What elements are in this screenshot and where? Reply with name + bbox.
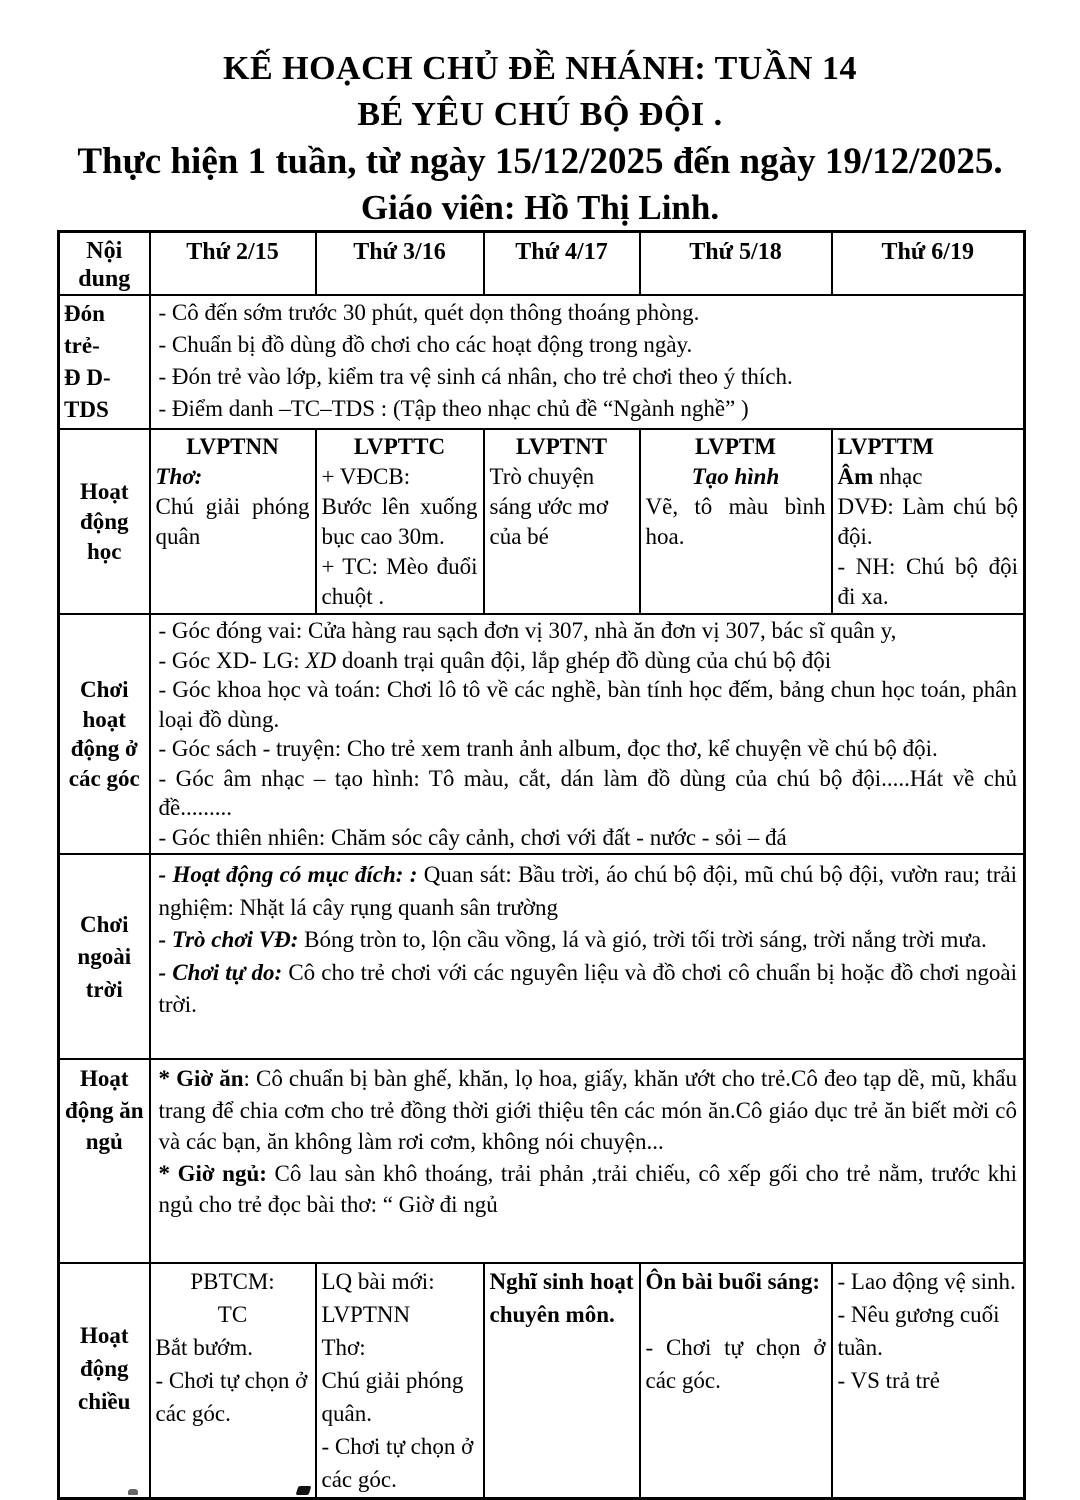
row-label-hoat-dong-chieu: Hoạt động chiều (59, 1263, 150, 1499)
cell-chieu-mon (150, 1263, 316, 1499)
goc-item: - Góc XD- LG: XD doanh trại quân đội, lắp ghép đồ dùng của chú bộ đội (158, 647, 832, 673)
lesson-line: DVĐ: Làm chú bộ đội. (837, 494, 1018, 549)
afternoon-line: - Nêu gương cuối tuần. (837, 1302, 1000, 1360)
header-thu-2: Thứ 2/15 (150, 232, 316, 296)
cell-hoc-wed (484, 429, 640, 614)
afternoon-line: - Chơi tự chọn ở các góc. (155, 1368, 308, 1426)
document-title-block (0, 0, 1080, 230)
page-title: KẾ HOẠCH CHỦ ĐỀ NHÁNH: TUẦN 14 (223, 50, 857, 87)
italic-word: XD (305, 647, 337, 673)
cell-hoc-fri (832, 429, 1025, 614)
goc-item: - Góc thiên nhiên: Chăm sóc cây cảnh, chơi với đất - nước - sỏi – đá (158, 824, 787, 850)
afternoon-line: - Chơi tự chọn ở các góc. (321, 1434, 474, 1492)
row-don-tre (59, 295, 1025, 429)
afternoon-line: - VS trả trẻ (837, 1368, 940, 1393)
lesson-type: Thơ: (155, 464, 203, 489)
cell-hoc-mon (150, 429, 316, 614)
outdoor-activity: - Chơi tự do: Cô cho trẻ chơi với các nguyên liệu và đồ chơi cô chuẩn bị hoặc đồ chơi ngoài trời. (158, 959, 1017, 1017)
afternoon-line: - Chơi tự chọn ở các góc. (645, 1335, 826, 1393)
cell-chieu-fri (832, 1263, 1025, 1499)
row-label-hoat-dong-hoc: Hoạt động học (59, 429, 150, 614)
header-thu-4: Thứ 4/17 (484, 232, 640, 296)
bold-lead: * Giờ ngủ: (158, 1160, 267, 1186)
cell-goc-content (150, 614, 1025, 854)
header-noi-dung: Nội dung (59, 232, 150, 296)
row-label-choi-ngoai-troi: Chơi ngoài trời (59, 854, 150, 1059)
afternoon-line: Bắt bướm. (155, 1335, 253, 1360)
goc-item: - Góc âm nhạc – tạo hình: Tô màu, cắt, dán làm đồ dùng của chú bộ đội.....Hát về chủ đề......... (158, 765, 1017, 820)
row-label-don-tre: Đón trẻ- Đ D- TDS (59, 295, 150, 429)
lesson-type: Âm nhạc (837, 464, 923, 489)
teacher-name: Giáo viên: Hồ Thị Linh. (360, 188, 720, 227)
cell-chieu-tue (316, 1263, 484, 1499)
don-tre-item: - Đón trẻ vào lớp, kiểm tra vệ sinh cá nhân, cho trẻ chơi theo ý thích. (158, 364, 793, 389)
page-subtitle: BÉ YÊU CHÚ BỘ ĐỘI . (357, 96, 723, 133)
row-hoat-dong-hoc (59, 429, 1025, 614)
afternoon-line: PBTCM: (190, 1269, 275, 1294)
lesson-name: Vẽ, tô màu bình hoa. (645, 494, 826, 549)
bold-lead: Âm (837, 464, 874, 489)
bold-lead: - Trò chơi VĐ: (158, 927, 299, 952)
cell-ngoai-troi-content (150, 854, 1025, 1059)
row-an-ngu (59, 1059, 1025, 1263)
cell-hoc-thu (640, 429, 832, 614)
afternoon-line: - Lao động vệ sinh. (837, 1269, 1016, 1294)
week-range: Thực hiện 1 tuần, từ ngày 15/12/2025 đến ngày 19/12/2025. (77, 141, 1003, 182)
cutoff-text-artifact (128, 1489, 138, 1495)
table-header-row (59, 232, 1025, 296)
row-label-an-ngu: Hoạt động ăn ngủ (59, 1059, 150, 1263)
meal-routine: * Giờ ăn: Cô chuẩn bị bàn ghế, khăn, lọ hoa, giấy, khăn ướt cho trẻ.Cô đeo tạp dề, mũ, khẩu trang để chia cơm cho trẻ đồng thời giới thiệu tên các món ăn.Cô giáo dục trẻ ăn biết mời cô và các bạn, ăn không làm rơi cơm, không nói chuyện... (158, 1066, 1017, 1154)
header-thu-5: Thứ 5/18 (640, 232, 832, 296)
lesson-plan-table (57, 230, 1026, 1500)
lesson-line: + VĐCB: (321, 464, 411, 489)
afternoon-line: LQ bài mới: (321, 1269, 435, 1294)
subject-code: LVPTTM (837, 434, 934, 459)
cell-an-ngu-content (150, 1059, 1025, 1263)
subject-code: LVPTNT (515, 434, 608, 459)
subject-code: LVPTTC (353, 434, 446, 459)
header-thu-6: Thứ 6/19 (832, 232, 1025, 296)
afternoon-head: Ôn bài buổi sáng: (645, 1269, 820, 1294)
bold-lead: - Hoạt động có mục đích: : (158, 862, 418, 887)
row-choi-ngoai-troi (59, 854, 1025, 1059)
subject-code: LVPTNN (186, 434, 279, 459)
cell-don-tre-content (150, 295, 1025, 429)
afternoon-note: Nghĩ sinh hoạt chuyên môn. (489, 1269, 634, 1327)
cell-hoc-tue (316, 429, 484, 614)
lesson-name: Trò chuyện sáng ước mơ của bé (489, 464, 609, 549)
goc-item: - Góc đóng vai: Cửa hàng rau sạch đơn vị 307, nhà ăn đơn vị 307, bác sĩ quân y, (158, 618, 897, 643)
afternoon-line: Chú giải phóng quân. (321, 1368, 464, 1426)
row-hoat-dong-chieu (59, 1263, 1025, 1499)
lesson-line: Bước lên xuống bục cao 30m. (321, 494, 478, 549)
outdoor-activity: - Trò chơi VĐ: Bóng tròn to, lộn cầu vồng, lá và gió, trời tối trời sáng, trời nắng trời mưa. (158, 927, 987, 952)
afternoon-line: TC (217, 1302, 248, 1327)
lesson-type: Tạo hình (691, 464, 780, 489)
sleep-routine: * Giờ ngủ: Cô lau sàn khô thoáng, trải phản ,trải chiếu, cô xếp gối cho trẻ nằm, trước khi ngủ cho trẻ đọc bài thơ: “ Giờ đi ngủ (158, 1160, 1017, 1217)
goc-item: - Góc khoa học và toán: Chơi lô tô về các nghề, bàn tính học đếm, bảng chun học toán, phân loại đồ dùng. (158, 677, 1017, 732)
afternoon-line: LVPTNN (321, 1302, 411, 1327)
lesson-name: Chú giải phóng quân (155, 494, 310, 549)
row-choi-goc (59, 614, 1025, 854)
cell-chieu-wed (484, 1263, 640, 1499)
outdoor-activity: - Hoạt động có mục đích: : Quan sát: Bầu trời, áo chú bộ đội, mũ chú bộ đội, vườn rau; trải nghiệm: Nhặt lá cây rụng quanh sân trường (158, 862, 1017, 920)
header-thu-3: Thứ 3/16 (316, 232, 484, 296)
lesson-line: - NH: Chú bộ đội đi xa. (837, 554, 1018, 609)
cell-chieu-thu (640, 1263, 832, 1499)
afternoon-line: Thơ: (321, 1335, 366, 1360)
row-label-choi-goc: Chơi hoạt động ở các góc (59, 614, 150, 854)
don-tre-item: - Cô đến sớm trước 30 phút, quét dọn thông thoáng phòng. (158, 300, 700, 325)
bold-lead: - Chơi tự do: (158, 959, 283, 985)
subject-code: LVPTM (695, 434, 776, 459)
don-tre-item: - Chuẩn bị đồ dùng đồ chơi cho các hoạt động trong ngày. (158, 332, 693, 357)
lesson-line: + TC: Mèo đuổi chuột . (321, 554, 478, 609)
bold-lead: * Giờ ăn (158, 1066, 244, 1091)
goc-item: - Góc sách - truyện: Cho trẻ xem tranh ảnh album, đọc thơ, kể chuyện về chú bộ đội. (158, 736, 938, 761)
don-tre-item: - Điểm danh –TC–TDS : (Tập theo nhạc chủ đề “Ngành nghề” ) (158, 396, 749, 421)
